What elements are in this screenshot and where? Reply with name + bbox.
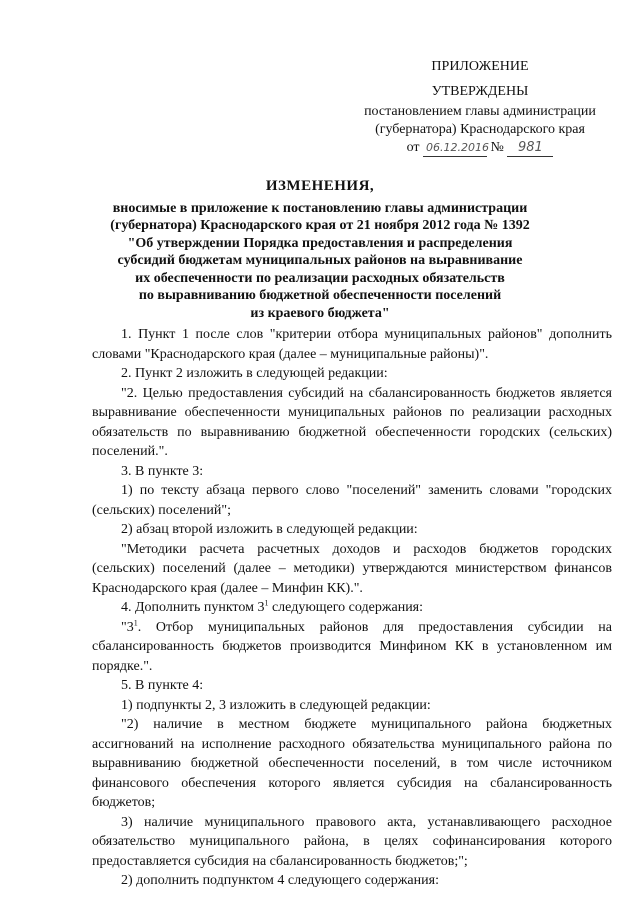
from-label: от	[406, 140, 420, 155]
paragraph-14: 2) дополнить подпунктом 4 следующего содержания:	[121, 873, 439, 888]
title-line: вносимые в приложение к постановлению главы администрации	[112, 200, 528, 216]
paragraph-3: "2. Целью предоставления субсидий на сбалансированность бюджетов является выравнивание обеспеченности муниципальных районов по реализации расходных обязательств по выравниванию бюджетной обеспеченности городских (сельских) поселений.".	[92, 385, 612, 459]
title-line: из краевого бюджета"	[250, 305, 390, 321]
paragraph-5: 1) по тексту абзаца первого слово "поселений" заменить словами "городских (сельских) поселений";	[92, 483, 612, 518]
paragraph-9-text: "3	[121, 619, 134, 635]
title-line: их обеспеченности по реализации расходных обязательств	[135, 270, 505, 286]
title-line: по выравниванию бюджетной обеспеченности поселений	[138, 288, 502, 303]
paragraph-8	[92, 598, 612, 618]
paragraph-9	[92, 618, 612, 677]
approval-line-1: постановлением главы администрации	[364, 104, 596, 119]
handwritten-number: 981	[507, 140, 553, 157]
document-body	[92, 325, 612, 891]
paragraph-2: 2. Пункт 2 изложить в следующей редакции:	[121, 366, 388, 381]
paragraph-12: "2) наличие в местном бюджете муниципального района бюджетных ассигнований на исполнение расходного обязательства муниципального района по выравниванию бюджетной обеспеченности поселений, в том числе источником финансового обеспечения которого является субсидия на сбалансированность бюджетов;	[92, 717, 612, 810]
superscript: 1	[264, 598, 269, 608]
paragraph-7: "Методики расчета расчетных доходов и расходов бюджетов городских (сельских) поселений (далее – методики) утверждаются министерством финансов Краснодарского края (далее – Минфин КК).".	[92, 541, 612, 596]
approval-line-2: (губернатора) Краснодарского края	[375, 122, 585, 137]
paragraph-11: 1) подпункты 2, 3 изложить в следующей редакции:	[121, 697, 431, 713]
paragraph-4: 3. В пункте 3:	[121, 463, 204, 479]
paragraph-1: 1. Пункт 1 после слов "критерии отбора муниципальных районов" дополнить словами "Краснодарского края (далее – муниципальные районы)".	[92, 327, 612, 362]
title-line: "Об утверждении Порядка предоставления и распределения	[127, 235, 513, 251]
paragraph-13: 3) наличие муниципального правового акта, устанавливающего расходное обязательство муниципального района, в целях софинансирования которого предоставляется субсидия на сбалансированность бюджетов;";	[92, 814, 612, 869]
approved-label: УТВЕРЖДЕНЫ	[431, 84, 529, 99]
paragraph-8-text: 4. Дополнить пунктом 3	[121, 600, 265, 615]
title-main: ИЗМЕНЕНИЯ,	[265, 178, 375, 194]
approval-date-number	[330, 138, 630, 157]
superscript: 1	[133, 617, 138, 627]
paragraph-8-tail: следующего содержания:	[268, 600, 424, 615]
title-line: субсидий бюджетам муниципальных районов на выравнивание	[117, 253, 523, 268]
paragraph-6: 2) абзац второй изложить в следующей редакции:	[121, 522, 418, 537]
document-title	[92, 178, 548, 322]
title-line: (губернатора) Краснодарского края от 21 ноября 2012 года № 1392	[110, 218, 530, 233]
paragraph-9-tail: . Отбор муниципальных районов для предоставления субсидии на сбалансированность бюджетов производится Минфином КК в установленном им порядке.".	[92, 619, 612, 674]
handwritten-date: 06.12.2016	[423, 140, 487, 157]
paragraph-10: 5. В пункте 4:	[121, 678, 204, 693]
appendix-label: ПРИЛОЖЕНИЕ	[431, 59, 529, 74]
number-label: №	[490, 140, 504, 155]
